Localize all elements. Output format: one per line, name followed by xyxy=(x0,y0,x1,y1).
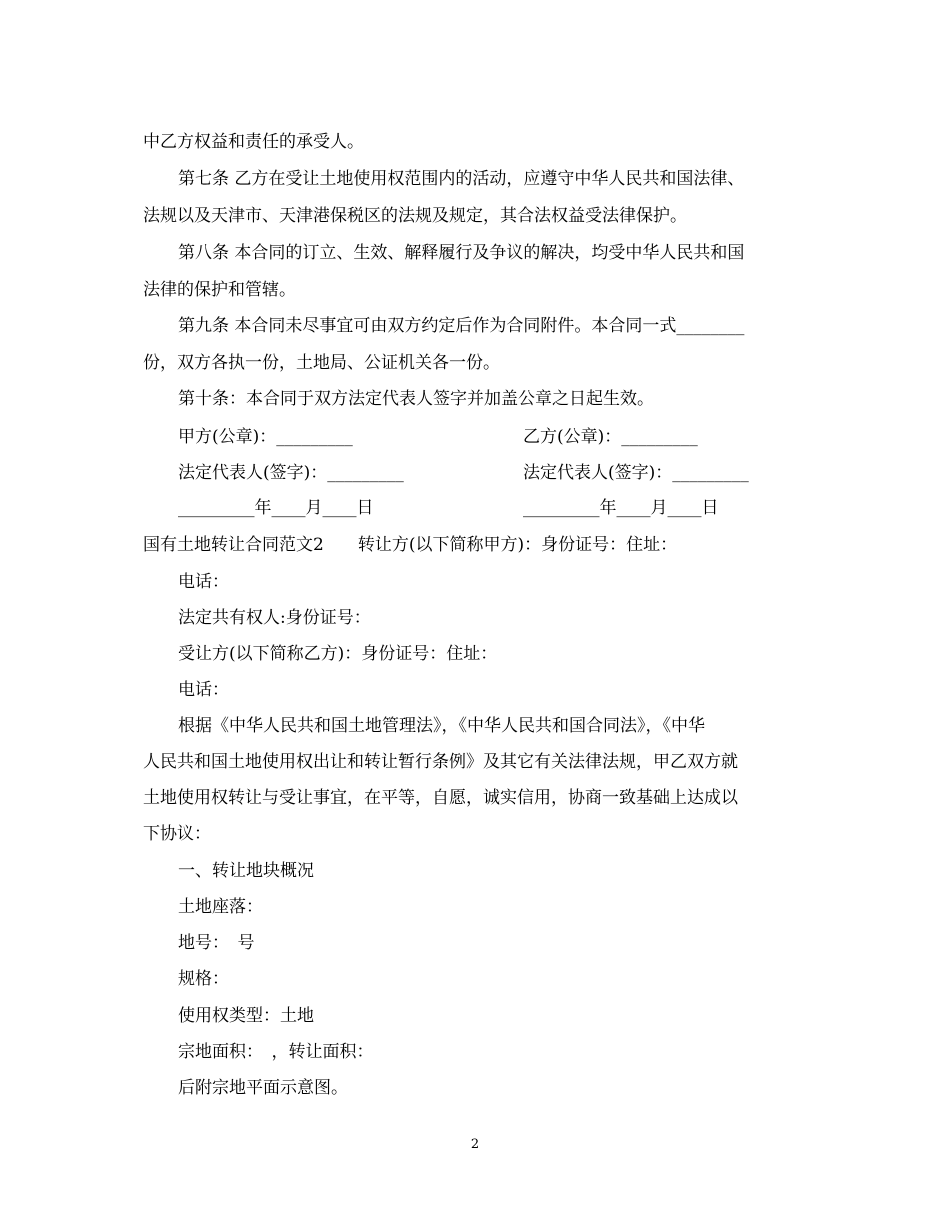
party-b-rep: 法定代表人(签字)：_________ xyxy=(523,463,749,483)
party-a-rep: 法定代表人(签字)：_________ xyxy=(178,463,404,483)
text-line: 根据《中华人民共和国土地管理法》，《中华人民共和国合同法》，《中华 xyxy=(178,716,705,736)
text-line: 第十条：本合同于双方法定代表人签字并加盖公章之日起生效。 xyxy=(178,389,654,409)
text-line: 电话： xyxy=(178,680,229,700)
text-line: 人民共和国土地使用权出让和转让暂行条例》及其它有关法律法规，甲乙双方就 xyxy=(143,752,738,772)
party-a-seal: 甲方(公章)：_________ xyxy=(178,427,353,447)
text-line: 法规以及天津市、天津港保税区的法规及规定，其合法权益受法律保护。 xyxy=(143,206,687,226)
text-line: 土地使用权转让与受让事宜，在平等，自愿，诚实信用，协商一致基础上达成以 xyxy=(143,788,738,808)
text-line: 第九条 本合同未尽事宜可由双方约定后作为合同附件。本合同一式________ xyxy=(178,316,745,336)
text-line: 使用权类型：土地 xyxy=(178,1006,314,1026)
text-line: 下协议： xyxy=(143,824,211,844)
text-line: 第八条 本合同的订立、生效、解释履行及争议的解决，均受中华人民共和国 xyxy=(178,243,745,263)
text-line: 法定共有权人:身份证号： xyxy=(178,608,371,628)
text-line: 土地座落： xyxy=(178,897,263,917)
text-line: 地号： 号 xyxy=(178,933,255,953)
party-b-seal: 乙方(公章)：_________ xyxy=(523,427,698,447)
text-line: 份，双方各执一份，土地局、公证机关各一份。 xyxy=(143,353,500,373)
text-line: 后附宗地平面示意图。 xyxy=(178,1078,348,1098)
text-line: 受让方(以下简称乙方)：身份证号：住址： xyxy=(178,644,498,664)
party-b-date: _________年____月____日 xyxy=(523,498,719,518)
text-line: 法律的保护和管辖。 xyxy=(143,280,296,300)
text-line: 电话： xyxy=(178,572,229,592)
party-a-date: _________年____月____日 xyxy=(178,498,374,518)
text-line: 一、转让地块概况 xyxy=(178,861,314,881)
text-line: 第七条 乙方在受让土地使用权范围内的活动，应遵守中华人民共和国法律、 xyxy=(178,169,745,189)
text-line: 规格： xyxy=(178,969,229,989)
text-line: 国有土地转让合同范文2 转让方(以下简称甲方)：身份证号：住址： xyxy=(143,535,678,555)
page-number: 2 xyxy=(470,1137,480,1152)
text-line: 宗地面积： ，转让面积： xyxy=(178,1042,374,1062)
text-line: 中乙方权益和责任的承受人。 xyxy=(143,132,364,152)
